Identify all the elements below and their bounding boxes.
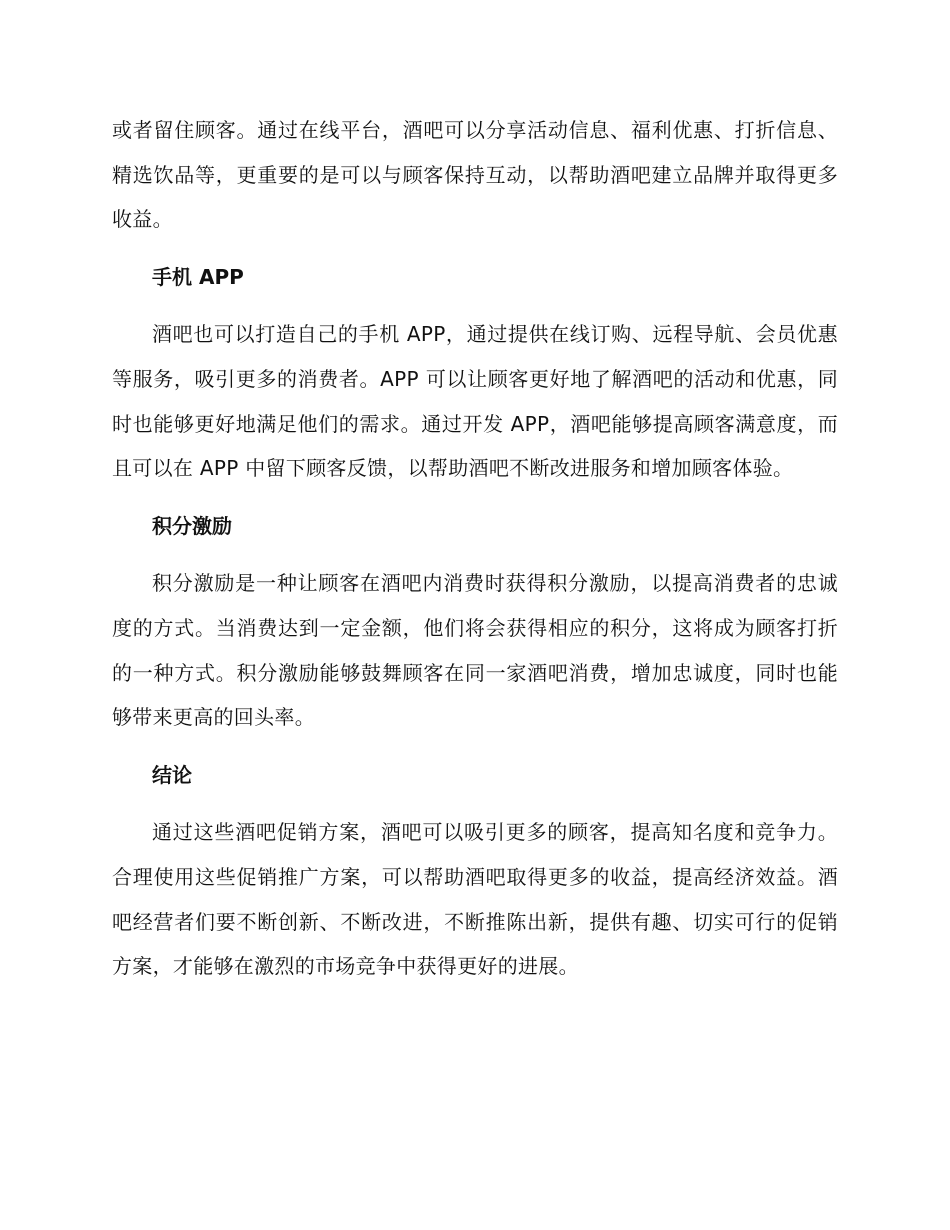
document-body <box>112 108 838 989</box>
section-heading-mobile-app: 手机 APP <box>152 264 244 289</box>
paragraph-points-incentive: 积分激励是一种让顾客在酒吧内消费时获得积分激励，以提高消费者的忠诚度的方式。当消费达到一定金额，他们将会获得相应的积分，这将成为顾客打折的一种方式。积分激励能够鼓舞顾客在同一家酒吧消费，增加忠诚度，同时也能够带来更高的回头率。 <box>112 571 838 730</box>
section-heading-points-incentive: 积分激励 <box>152 513 232 538</box>
paragraph-mobile-app: 酒吧也可以打造自己的手机 APP，通过提供在线订购、远程导航、会员优惠等服务，吸引更多的消费者。APP 可以让顾客更好地了解酒吧的活动和优惠，同时也能够更好地满足他们的需求。通过开发 APP，酒吧能够提高顾客满意度，而且可以在 APP 中留下顾客反馈，以帮助酒吧不断改进服务和增加顾客体验。 <box>112 322 838 481</box>
section-heading-conclusion: 结论 <box>152 762 192 787</box>
paragraph-online-platform-continued: 或者留住顾客。通过在线平台，酒吧可以分享活动信息、福利优惠、打折信息、精选饮品等，更重要的是可以与顾客保持互动，以帮助酒吧建立品牌并取得更多收益。 <box>112 118 838 232</box>
paragraph-conclusion: 通过这些酒吧促销方案，酒吧可以吸引更多的顾客，提高知名度和竞争力。合理使用这些促销推广方案，可以帮助酒吧取得更多的收益，提高经济效益。酒吧经营者们要不断创新、不断改进，不断推陈出新，提供有趣、切实可行的促销方案，才能够在激烈的市场竞争中获得更好的进展。 <box>112 820 838 979</box>
